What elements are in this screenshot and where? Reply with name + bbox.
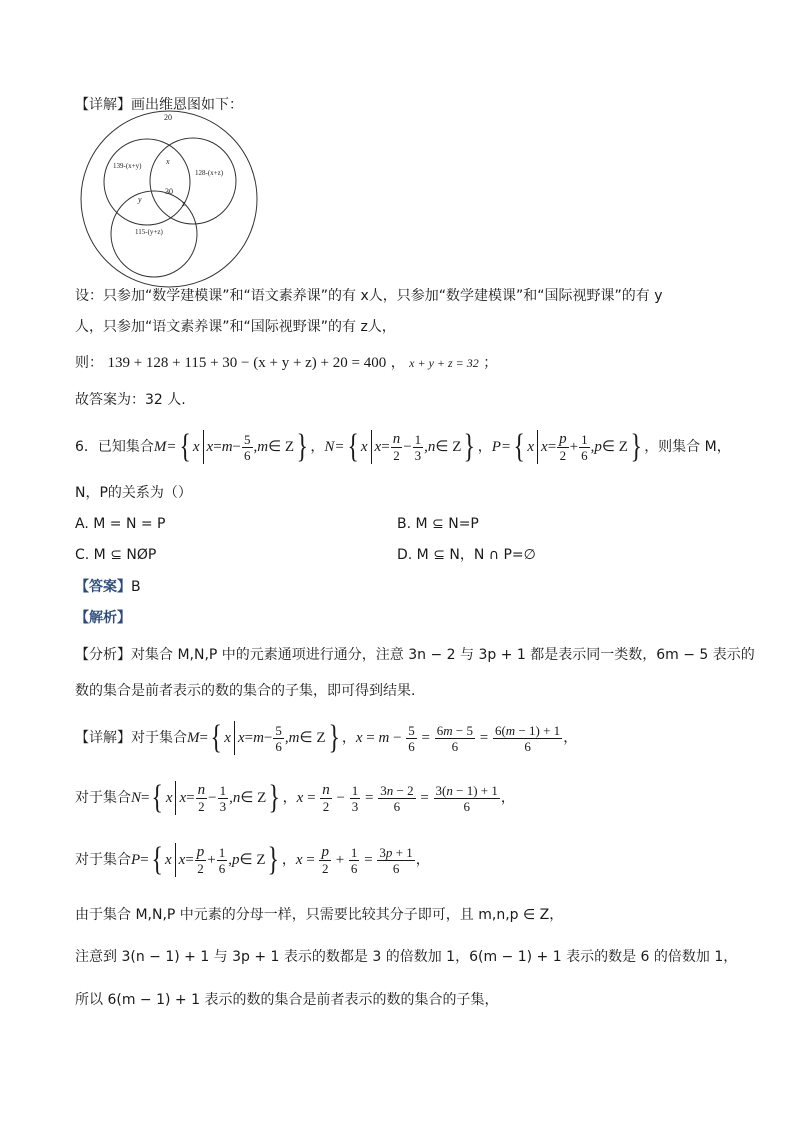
common-denominator-line: 由于集合 M,N,P 中元素的分母一样，只需要比较其分子即可，且 m,n,p ∈ Z， (75, 907, 564, 923)
answer-tag: 【答案】 (75, 579, 131, 595)
detail-heading: 【详解】画出维恩图如下： (75, 97, 243, 113)
equation-result: x + y + z = 32 (409, 356, 479, 370)
conclusion-line: 所以 6(m − 1) + 1 表示的数的集合是前者表示的数的集合的子集， (75, 992, 499, 1008)
equation-prefix: 则： (75, 355, 103, 371)
question-6-line-2: N，P的关系为（） (75, 485, 192, 501)
set-P-label: P= (491, 439, 512, 455)
fenxi-text-1: 对集合 M,N,P 中的元素通项进行通分，注意 3n − 2 与 3p + 1 都是表示同一类数，6m − 5 表示的 (131, 647, 755, 663)
fenxi-line-2: 数的集合是前者表示的数的集合的子集，即可得到结果. (75, 683, 416, 699)
option-A[interactable]: A. M = N = P (75, 516, 166, 532)
venn-center-label: 30 (165, 187, 173, 196)
detail-P-line: 对于集合 P = { x x = $\frac{p}{2}$ + $\frac{1}{6}$ , p ∈ Z } ， x = $\frac{p}{2}$ + $\frac{1}{6}$ = $\frac{3p + 1}{6}$ ， (75, 841, 430, 878)
set-M-label: M= (153, 439, 177, 455)
question-tail: ，则集合 M， (644, 439, 731, 455)
detail-P-prefix: 对于集合 (75, 852, 131, 868)
answer-value: B (131, 579, 141, 595)
option-C[interactable]: C. M ⊆ NØP (75, 547, 157, 563)
fenxi-line-1 (75, 645, 755, 665)
equation-line: 则： 139 + 128 + 115 + 30 − (x + y + z) + 20 = 400 ， x + y + z = 32 ； (75, 355, 498, 371)
option-B[interactable]: B. M ⊆ N=P (397, 516, 479, 532)
venn-only-math-label: 139-(x+y) (113, 162, 142, 170)
venn-only-intl-label: 115-(y+z) (135, 228, 163, 236)
detail-M-prefix: 对于集合 (131, 730, 187, 746)
detail-M-line: 【详解】 对于集合 M = { x x = m − $\frac{5}{6}$ , m ∈ Z } ， x = m − $\frac{5}{6}$ = $\frac{6m - 5}{6}$ = $\frac{6(m - 1) + 1}{6}$ ， (75, 719, 578, 756)
venn-y-label: y (138, 195, 142, 204)
analysis-tag: 【解析】 (75, 610, 131, 626)
detail-N-line: 对于集合 N = { x x = $\frac{n}{2}$ − $\frac{1}{3}$ , n ∈ Z } ， x = $\frac{n}{2}$ − $\frac{1}{3}$ = $\frac{3n - 2}{6}$ = $\frac{3(n - 1) + 1}{6}$ ， (75, 779, 515, 816)
answer-line: 故答案为：32 人. (75, 392, 186, 408)
lang-circle (150, 138, 236, 224)
answer-row (75, 577, 141, 597)
detail-tag: 【详解】 (75, 730, 131, 746)
setup-line-1: 设：只参加“数学建模课”和“语文素养课”的有 x人，只参加“数学建模课”和“国际视野课”的有 y (75, 288, 663, 304)
question-6-line: 6．已知集合 M= { x x = m − $\frac{5}{6}$ , m ∈ Z } ， N= { x x = $\frac{n}{2}$ − $\frac{1}{3}$ , n ∈ Z } ， P= { x x = $\frac{p}{2}$ + $\frac{1}{6}$ , p ∈ Z } ，则集合 M， (75, 428, 731, 465)
detail-N-prefix: 对于集合 (75, 790, 131, 806)
option-D[interactable]: D. M ⊆ N，N ∩ P=∅ (397, 547, 536, 563)
note-line: 注意到 3(n − 1) + 1 与 3p + 1 表示的数都是 3 的倍数加 1，6(m − 1) + 1 表示的数是 6 的倍数加 1， (75, 949, 738, 965)
equation: 139 + 128 + 115 + 30 − (x + y + z) + 20 = 400 (107, 355, 387, 371)
venn-diagram (78, 108, 260, 290)
venn-only-lang-label: 128-(x+z) (195, 169, 224, 177)
venn-outside-label: 20 (164, 113, 172, 122)
fenxi-tag: 【分析】 (75, 647, 131, 663)
setup-line-2: 人，只参加“语文素养课”和“国际视野课”的有 z人， (75, 319, 396, 335)
venn-z-label: z (182, 199, 186, 208)
question-number: 6．已知集合 (75, 439, 154, 455)
set-N-label: N= (324, 439, 345, 455)
venn-x-label: x (166, 157, 170, 166)
